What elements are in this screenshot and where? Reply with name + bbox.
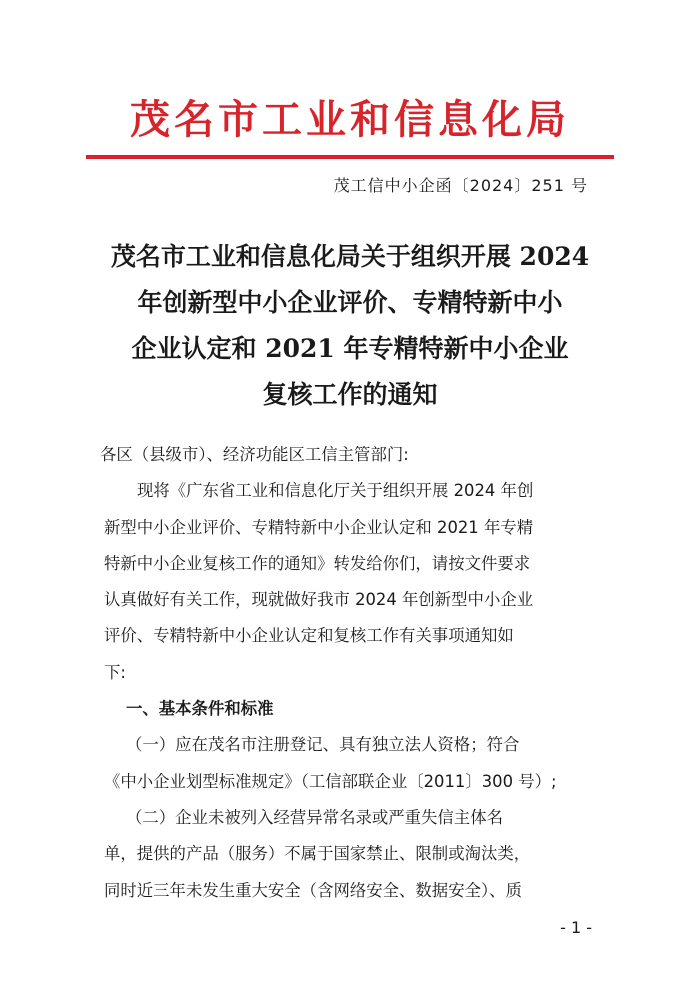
document-title [95,234,605,418]
body-line: 特新中小企业复核工作的通知》转发给你们，请按文件要求 [104,553,531,573]
section-heading: 一、基本条件和标准 [126,699,274,719]
agency-header: 茂名市工业和信息化局 [130,96,570,143]
red-divider [86,155,614,159]
body-line: （二）企业未被列入经营异常名录或严重失信主体名 [126,807,503,827]
page-number: - 1 - [560,918,592,937]
title-line: 茂名市工业和信息化局关于组织开展 2024 [110,242,590,271]
body-line: 认真做好有关工作，现就做好我市 2024 年创新型中小企业 [104,590,534,610]
body-line: 下: [104,662,126,682]
document-body [100,437,604,909]
document-number: 茂工信中小企函〔2024〕251 号 [333,176,588,195]
body-line: 评价、专精特新中小企业认定和复核工作有关事项通知如 [104,626,514,646]
body-line: 现将《广东省工业和信息化厅关于组织开展 2024 年创 [137,481,534,501]
salutation: 各区（县级市）、经济功能区工信主管部门: [100,445,409,464]
body-line: 同时近三年未发生重大安全（含网络安全、数据安全）、质 [104,880,522,900]
title-line: 年创新型中小企业评价、专精特新中小 [137,288,563,317]
title-line: 企业认定和 2021 年专精特新中小企业 [131,334,569,363]
body-line: 新型中小企业评价、专精特新中小企业认定和 2021 年专精 [104,517,534,537]
body-line: （一）应在茂名市注册登记、具有独立法人资格；符合 [126,735,520,755]
title-line: 复核工作的通知 [262,380,438,409]
body-line: 单，提供的产品（服务）不属于国家禁止、限制或淘汰类， [104,844,531,864]
body-line: 《中小企业划型标准规定》（工信部联企业〔2011〕300 号）; [104,771,557,791]
